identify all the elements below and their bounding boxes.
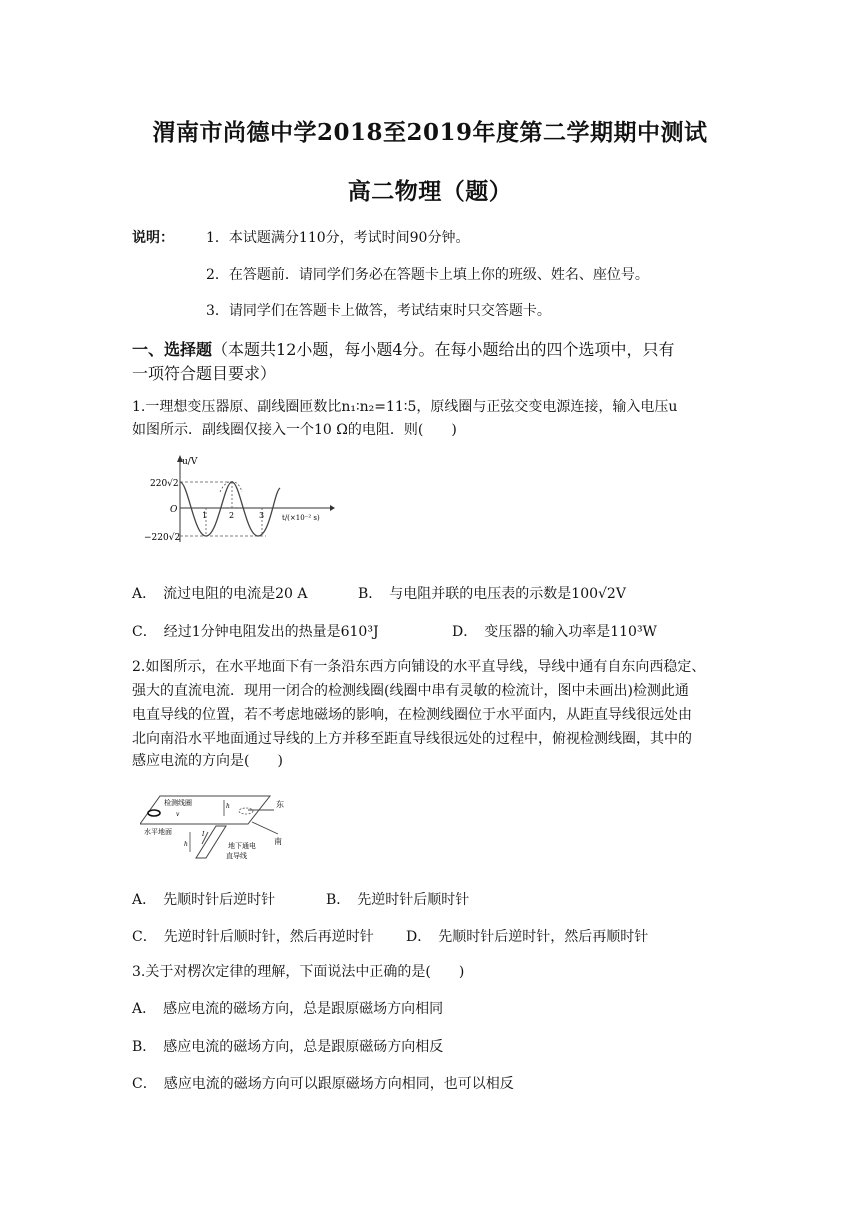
q3-option-b: B． 感应电流的磁场方向，总是跟原磁砀方向相反 bbox=[132, 1039, 444, 1055]
q3-option-a: A． 感应电流的磁场方向，总是跟原磁场方向相同 bbox=[132, 1001, 444, 1017]
q1-stem-line2: 如图所示．副线圈仅接入一个10 Ω的电阻．则( ) bbox=[132, 422, 457, 438]
note-item-1: 1．本试题满分110分，考试时间90分钟。 bbox=[206, 230, 470, 246]
ground-label: 水平地面 bbox=[144, 828, 172, 836]
graph-x-arrow bbox=[330, 505, 335, 511]
graph-ymax-label: 220√2 bbox=[150, 479, 179, 489]
q1-voltage-graph bbox=[136, 452, 336, 548]
graph-ymin-label: −220√2 bbox=[144, 533, 181, 543]
east-label: 东 bbox=[276, 800, 284, 809]
q2-option-d: D． 先顺时针后逆时针，然后再顺时针 bbox=[406, 929, 649, 945]
exam-subtitle: 高二物理（题） bbox=[347, 178, 513, 205]
q2-option-b: B． 先逆时针后顺时针 bbox=[326, 892, 470, 908]
q3-option-c: C． 感应电流的磁场方向可以跟原磁场方向相同，也可以相反 bbox=[132, 1076, 514, 1092]
voltage-curve bbox=[180, 482, 280, 536]
q1-option-d: D． 变压器的输入功率是110³W bbox=[452, 624, 657, 640]
wire-label-1: 地下通电 bbox=[228, 842, 256, 850]
q3-stem: 3.关于对楞次定律的理解，下面说法中正确的是( ) bbox=[132, 964, 465, 980]
detection-coil bbox=[148, 810, 160, 816]
q2-stem-line2: 强大的直流电流．现用一闭合的检测线圈(线圈中串有灵敏的检流计，图中未画出)检测此通 bbox=[132, 683, 689, 699]
current-label: I bbox=[202, 831, 205, 838]
graph-xlabel: t/(×10⁻² s) bbox=[282, 514, 320, 522]
coil-label: 检测线圈 bbox=[164, 799, 192, 807]
note-item-3: 3．请同学们在答题卡上做答，考试结束时只交答题卡。 bbox=[206, 303, 551, 319]
q1-option-a: A． 流过电阻的电流是20 A bbox=[132, 586, 308, 602]
v-label: v bbox=[176, 811, 180, 818]
notes-label: 说明： bbox=[132, 230, 174, 246]
graph-ylabel: u/V bbox=[182, 457, 198, 467]
q1-stem-line1: 1.一理想变压器原、副线圈匝数比n₁∶n₂=11∶5，原线圈与正弦交变电源连接，输入电压u bbox=[132, 399, 678, 415]
q2-option-a: A． 先顺时针后逆时针 bbox=[132, 892, 276, 908]
q2-stem-line3: 电直导线的位置，若不考虑地磁场的影响，在检测线圈位于水平面内，从距直导线很远处由 bbox=[132, 707, 692, 723]
section-desc-line2: 一项符合题目要求） bbox=[132, 364, 277, 383]
graph-tick-3: 3 bbox=[259, 511, 265, 520]
graph-origin-label: O bbox=[170, 505, 178, 515]
q2-wire-diagram bbox=[140, 792, 300, 864]
q2-stem-line1: 2.如图所示，在水平地面下有一条沿东西方向铺设的水平直导线，导线中通有自东向西稳定、 bbox=[132, 659, 706, 675]
south-arrow bbox=[252, 822, 278, 834]
coil-dashed bbox=[239, 808, 253, 814]
underground-wire bbox=[196, 826, 226, 858]
exam-title: 渭南市尚德中学2018至2019年度第二学期期中测试 bbox=[152, 119, 708, 146]
q2-stem-line4: 北向南沿水平地面通过导线的上方并移至距直导线很远处的过程中，俯视检测线圈，其中的 bbox=[132, 731, 692, 747]
q1-option-c: C． 经过1分钟电阻发出的热量是610³J bbox=[132, 624, 379, 640]
note-item-2: 2．在答题前．请同学们务必在答题卡上填上你的班级、姓名、座位号。 bbox=[206, 267, 649, 283]
q2-option-c: C． 先逆时针后顺时针，然后再逆时针 bbox=[132, 929, 374, 945]
graph-tick-2: 2 bbox=[229, 511, 235, 520]
h-label-left: h bbox=[184, 841, 188, 848]
h-label-top: h bbox=[226, 803, 230, 810]
graph-tick-1: 1 bbox=[202, 511, 208, 520]
section-title: 一、选择题 bbox=[132, 340, 213, 359]
wire-label-2: 直导线 bbox=[226, 852, 247, 860]
q2-stem-line5: 感应电流的方向是( ) bbox=[132, 753, 283, 769]
south-label: 南 bbox=[274, 837, 282, 846]
section-desc: （本题共12小题，每小题4分。在每小题给出的四个选项中，只有 bbox=[212, 340, 675, 359]
section-heading bbox=[132, 337, 675, 360]
q1-option-b: B． 与电阻并联的电压表的示数是100√2V bbox=[358, 586, 626, 602]
